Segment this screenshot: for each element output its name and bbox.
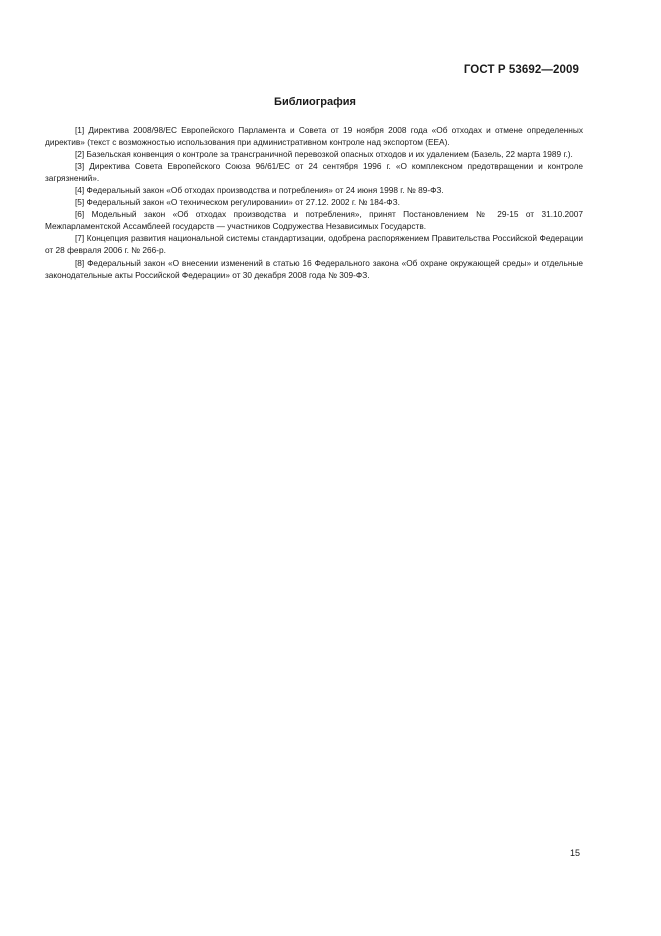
bibliography-list (45, 124, 583, 281)
bibliography-item-4: [4] Федеральный закон «Об отходах производства и потребления» от 24 июня 1998 г. № 89-ФЗ. (75, 185, 444, 196)
bibliography-item-7: [7] Концепция развития национальной системы стандартизации, одобрена распоряжением Правительства Российской Федерации от 28 февраля 2006 г. № 266-р. (45, 233, 583, 256)
bibliography-item-5: [5] Федеральный закон «О техническом регулировании» от 27.12. 2002 г. № 184-ФЗ. (75, 197, 400, 208)
document-code: ГОСТ Р 53692—2009 (463, 64, 579, 76)
bibliography-item-1: [1] Директива 2008/98/ЕС Европейского Парламента и Совета от 19 ноября 2008 года «Об отходах и отмене определенных директив» (текст с возможностью использования при административном контроле над экспортом (ЕЕА). (45, 125, 583, 148)
bibliography-item-8: [8] Федеральный закон «О внесении изменений в статью 16 Федерального закона «Об охране окружающей среды» и отдельные законодательные акты Российской Федерации» от 30 декабря 2008 года № 309-ФЗ. (45, 257, 583, 280)
bibliography-heading: Библиография (274, 96, 356, 108)
bibliography-item-3: [3] Директива Совета Европейского Союза 96/61/ЕС от 24 сентября 1996 г. «О комплексном предотвращении и контроле загрязнений». (45, 161, 583, 184)
bibliography-item-6: [6] Модельный закон «Об отходах производства и потребления», принят Постановлением № 29-15 от 31.10.2007 Межпарламентской Ассамблеей государств — участников Содружества Независимых Государств. (45, 209, 583, 232)
bibliography-item-2: [2] Базельская конвенция о контроле за трансграничной перевозкой опасных отходов и их удалением (Базель, 22 марта 1989 г.). (75, 149, 573, 160)
page-number: 15 (570, 848, 581, 858)
